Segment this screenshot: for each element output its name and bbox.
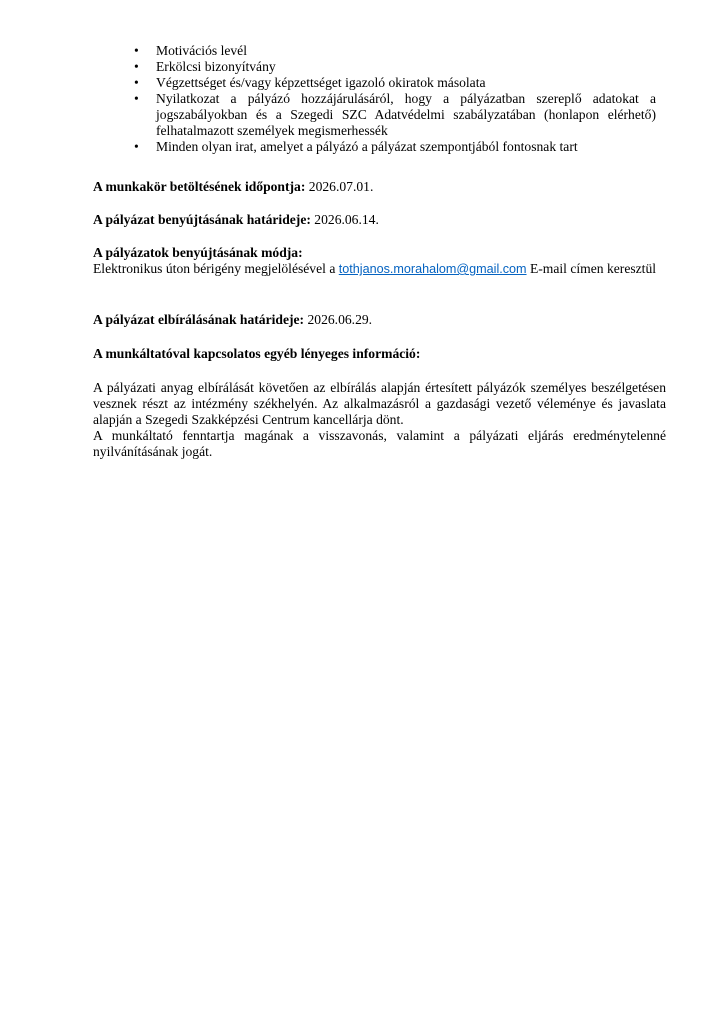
deadline-value: 2026.06.14.: [314, 212, 379, 227]
other-info-heading-section: [93, 346, 666, 362]
list-item: • Minden olyan irat, amelyet a pályázó a pályázat szempontjából fontosnak tart: [134, 139, 578, 154]
bullet-icon: •: [134, 59, 139, 74]
list-item: • Nyilatkozat a pályázó hozzájárulásáról, hogy a pályázatban szereplő adatokat a jogszabályokban és a Szegedi SZC Adatvédelmi szabályzatában (honlapon elérhető) felhatalmazott személyek megismerhessék: [134, 91, 656, 138]
evaluation-label: A pályázat elbírálásának határideje:: [93, 312, 305, 327]
evaluation-section: [93, 312, 666, 328]
deadline-section: [93, 212, 666, 228]
requirements-list: [134, 43, 656, 155]
bullet-icon: •: [134, 91, 139, 106]
submission-section: [93, 245, 666, 277]
list-item: • Végzettséget és/vagy képzettséget igazoló okiratok másolata: [134, 75, 486, 90]
other-info-paragraph-1: A pályázati anyag elbírálását követően az elbírálás alapján értesített pályázók személyes beszélgetésen vesznek részt az intézmény székhelyén. Az alkalmazásról a gazdasági vezető véleménye és javaslata alapján a Szegedi Szakképzési Centrum kancellárja dönt.: [93, 380, 666, 427]
other-info-body: [93, 380, 666, 460]
email-link[interactable]: tothjanos.morahalom@gmail.com: [338, 262, 527, 276]
submission-text: Elektronikus úton bérigény megjelölésével a tothjanos.morahalom@gmail.com E-mail címen keresztül: [93, 261, 657, 276]
list-item: • Erkölcsi bizonyítvány: [134, 59, 276, 74]
bullet-icon: •: [134, 43, 139, 58]
bullet-icon: •: [134, 139, 139, 154]
bullet-icon: •: [134, 75, 139, 90]
evaluation-value: 2026.06.29.: [307, 312, 373, 327]
other-info-paragraph-2: A munkáltató fenntartja magának a visszavonás, valamint a pályázati eljárás eredménytelenné nyilvánításának jogát.: [93, 428, 666, 459]
list-item: • Motivációs levél: [134, 43, 247, 58]
deadline-label: A pályázat benyújtásának határideje:: [93, 212, 311, 227]
start-date-label: A munkakör betöltésének időpontja:: [93, 179, 306, 194]
start-date-section: [93, 179, 666, 195]
submission-label: A pályázatok benyújtásának módja:: [93, 245, 303, 260]
start-date-value: 2026.07.01.: [308, 179, 374, 194]
other-info-label: A munkáltatóval kapcsolatos egyéb lényeges információ:: [93, 346, 421, 361]
